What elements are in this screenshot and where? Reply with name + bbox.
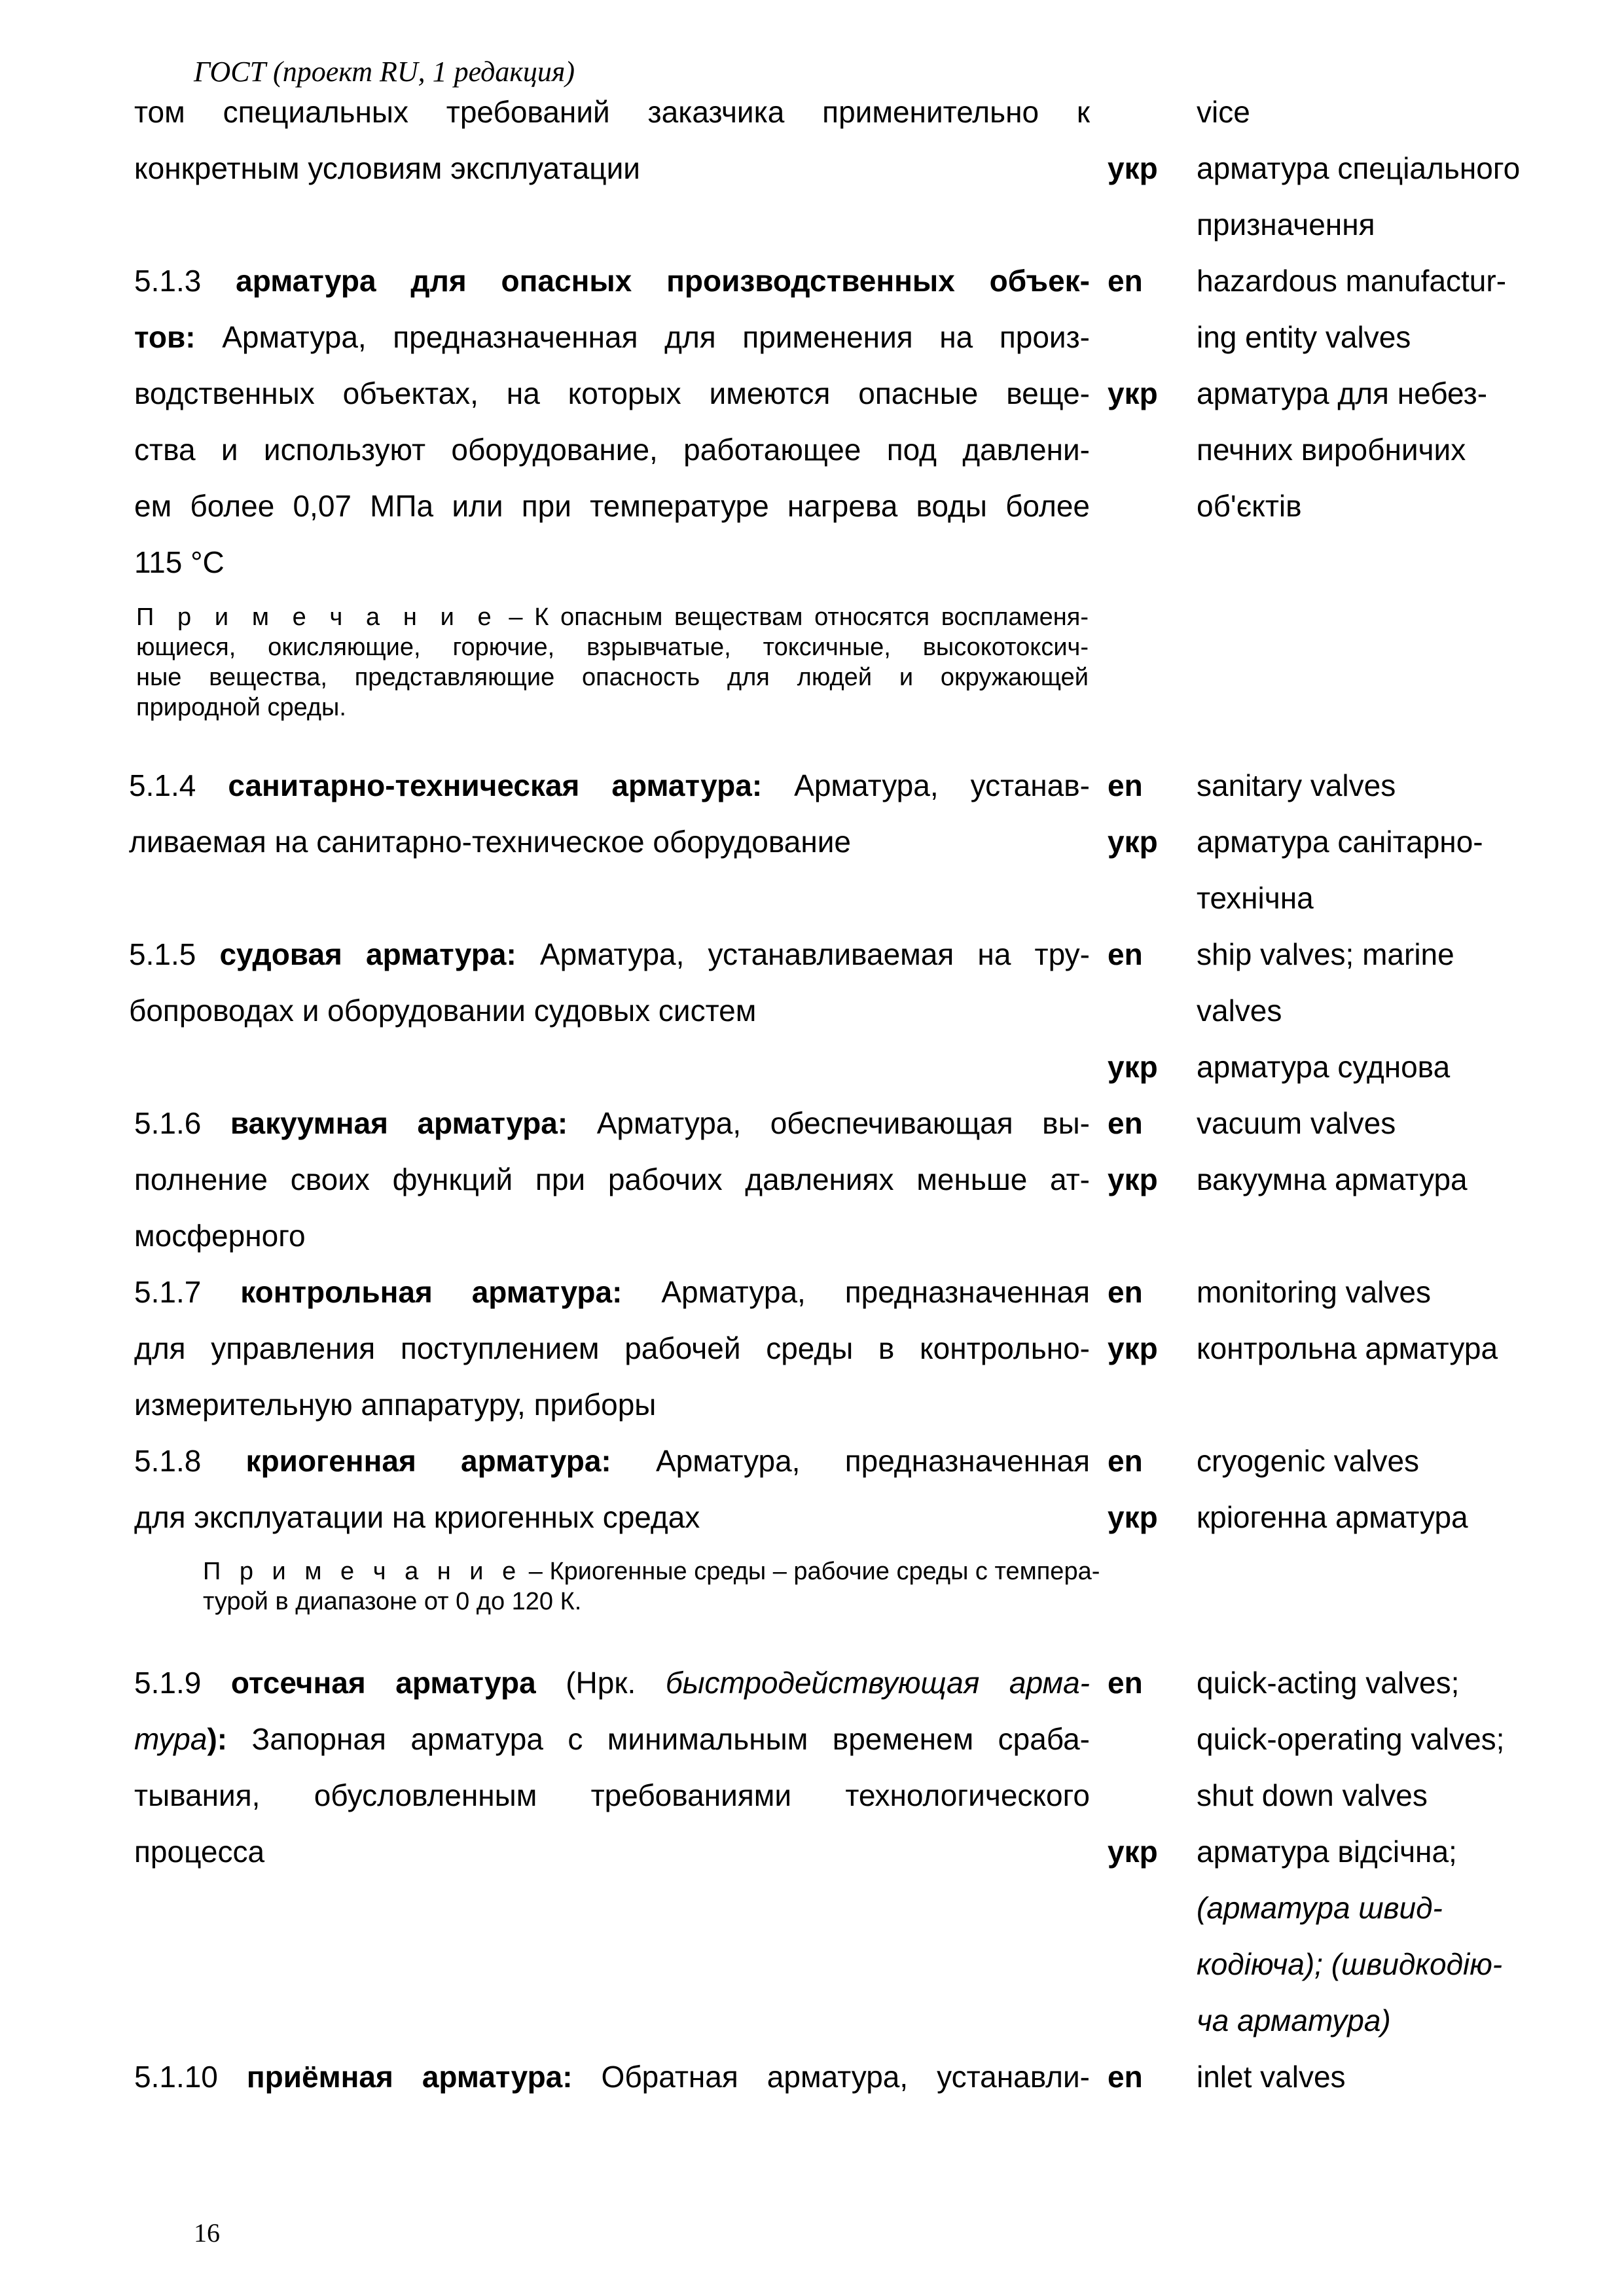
note-line (136, 602, 1089, 632)
lang-label-en: en (1108, 768, 1143, 802)
uk-term: арматура відсічна; (1197, 1835, 1457, 1869)
nrk-prefix: (Нрк. (535, 1666, 666, 1700)
lang-label-uk: укр (1108, 1162, 1158, 1196)
entry-term: судовая арматура: (219, 937, 516, 971)
en-term: quick-operating valves; (1197, 1722, 1505, 1756)
lang-label-en: en (1108, 937, 1143, 971)
definition-line: том специальных требований заказчика применительно к (134, 95, 1090, 129)
uk-term: об'єктів (1197, 489, 1302, 523)
running-header: ГОСТ (проект RU, 1 редакция) (194, 56, 575, 88)
definition-text: Обратная арматура, устанавли- (572, 2060, 1090, 2094)
definition-line: ливаемая на санитарно-техническое оборудование (129, 825, 852, 859)
lang-label-en: en (1108, 1444, 1143, 1478)
lang-label-en: en (1108, 1106, 1143, 1140)
definition-line: бопроводах и оборудовании судовых систем (129, 994, 757, 1028)
note-text: – Криогенные среды – рабочие среды с темпера- (522, 1558, 1100, 1585)
entry-number: 5.1.8 (134, 1444, 246, 1478)
entry-5-1-10-line (134, 2049, 1090, 2105)
entry-5-1-8-line (134, 1433, 1090, 1489)
en-term: monitoring valves (1197, 1275, 1431, 1309)
lang-label-uk: укр (1108, 1331, 1158, 1365)
term-close: ): (207, 1722, 228, 1756)
uk-term: технічна (1197, 881, 1314, 915)
note-label: П р и м е ч а н и е (203, 1558, 522, 1585)
entry-term: вакуумная арматура: (230, 1106, 568, 1140)
entry-term: санитарно-техническая арматура: (228, 768, 763, 802)
uk-term: печних виробничих (1197, 433, 1466, 467)
lang-label-uk: укр (1108, 1835, 1158, 1869)
definition-text: Арматура, устанав- (762, 768, 1090, 802)
uk-term-nonrecommended: ча арматура) (1197, 2003, 1391, 2037)
uk-term: контрольна арматура (1197, 1331, 1498, 1365)
en-term: inlet valves (1197, 2060, 1346, 2094)
uk-term-nonrecommended: (арматура швид- (1197, 1891, 1443, 1925)
entry-number: 5.1.6 (134, 1106, 230, 1140)
definition-line: ства и используют оборудование, работающее под давлени- (134, 433, 1090, 467)
definition-text: Арматура, предназначенная для применения на произ- (195, 320, 1090, 354)
note-line: турой в диапазоне от 0 до 120 К. (203, 1588, 582, 1615)
non-recommended-term: тура (134, 1722, 208, 1756)
uk-term: арматура спеціального (1197, 151, 1521, 185)
definition-line: для управления поступлением рабочей среды в контрольно- (134, 1331, 1090, 1365)
en-term: ing entity valves (1197, 320, 1411, 354)
note-line (203, 1556, 1100, 1587)
entry-5-1-3-line (134, 309, 1090, 365)
lang-label-en: en (1108, 264, 1143, 298)
entry-term: тов: (134, 320, 196, 354)
en-term: ship valves; marine (1197, 937, 1454, 971)
entry-5-1-9-line (134, 1655, 1090, 1711)
entry-number: 5.1.5 (129, 937, 220, 971)
definition-text: Арматура, устанавливаемая на тру- (516, 937, 1090, 971)
definition-line: для эксплуатации на криогенных средах (134, 1500, 700, 1534)
entry-term: криогенная арматура: (245, 1444, 611, 1478)
en-term: sanitary valves (1197, 768, 1396, 802)
note-line: ные вещества, представляющие опасность для людей и окружающей (136, 664, 1089, 691)
entry-number: 5.1.10 (134, 2060, 247, 2094)
lang-label-uk: укр (1108, 1050, 1158, 1084)
entry-5-1-3-line (134, 253, 1090, 309)
lang-label-uk: укр (1108, 1500, 1158, 1534)
lang-label-en: en (1108, 2060, 1143, 2094)
entry-number: 5.1.9 (134, 1666, 231, 1700)
entry-term: отсечная арматура (230, 1666, 536, 1700)
lang-label-uk: укр (1108, 825, 1158, 859)
uk-term: вакуумна арматура (1197, 1162, 1468, 1196)
entry-5-1-7-line (134, 1264, 1090, 1320)
uk-term: арматура санітарно- (1197, 825, 1483, 859)
note-text: – К опасным веществам относятся воспламеня- (497, 603, 1089, 631)
definition-line: тывания, обусловленным требованиями технологического (134, 1778, 1090, 1812)
uk-term: арматура для небез- (1197, 376, 1488, 410)
en-term: vacuum valves (1197, 1106, 1396, 1140)
en-term: cryogenic valves (1197, 1444, 1420, 1478)
entry-number: 5.1.3 (134, 264, 236, 298)
definition-line: мосферного (134, 1219, 306, 1253)
entry-5-1-6-line (134, 1095, 1090, 1151)
entry-5-1-4-line (129, 757, 1090, 814)
definition-line: процесса (134, 1835, 265, 1869)
definition-line: полнение своих функций при рабочих давлениях меньше ат- (134, 1162, 1090, 1196)
entry-number: 5.1.4 (129, 768, 228, 802)
lang-label-en: en (1108, 1666, 1143, 1700)
non-recommended-term: быстродействующая арма- (665, 1666, 1090, 1700)
entry-5-1-9-line (134, 1711, 1090, 1767)
definition-line: водственных объектах, на которых имеются опасные веще- (134, 376, 1090, 410)
definition-line: 115 °С (134, 545, 225, 579)
definition-text: Арматура, предназначенная (611, 1444, 1090, 1478)
uk-term: арматура суднова (1197, 1050, 1451, 1084)
page-number: 16 (194, 2218, 220, 2248)
entry-number: 5.1.7 (134, 1275, 241, 1309)
definition-text: Запорная арматура с минимальным временем сраба- (227, 1722, 1090, 1756)
entry-5-1-5-line (129, 926, 1090, 982)
definition-text: Арматура, предназначенная (622, 1275, 1090, 1309)
en-term: valves (1197, 994, 1282, 1028)
definition-line: ем более 0,07 МПа или при температуре нагрева воды более (134, 489, 1090, 523)
entry-term: приёмная арматура: (246, 2060, 573, 2094)
entry-term: контрольная арматура: (240, 1275, 623, 1309)
en-term: quick-acting valves; (1197, 1666, 1460, 1700)
definition-text: Арматура, обеспечивающая вы- (568, 1106, 1090, 1140)
note-line: ющиеся, окисляющие, горючие, взрывчатые, токсичные, высокотоксич- (136, 634, 1089, 661)
note-line: природной среды. (136, 694, 346, 721)
entry-term: арматура для опасных производственных объек- (236, 264, 1091, 298)
uk-term-nonrecommended: кодіюча); (швидкодію- (1197, 1947, 1503, 1981)
definition-line: измерительную аппаратуру, приборы (134, 1388, 657, 1422)
lang-label-uk: укр (1108, 151, 1158, 185)
en-term: hazardous manufactur- (1197, 264, 1507, 298)
lang-label-uk: укр (1108, 376, 1158, 410)
lang-label-en: en (1108, 1275, 1143, 1309)
en-term: shut down valves (1197, 1778, 1428, 1812)
en-term: vice (1197, 95, 1250, 129)
uk-term: кріогенна арматура (1197, 1500, 1468, 1534)
definition-line: конкретным условиям эксплуатации (134, 151, 640, 185)
note-label: П р и м е ч а н и е (136, 603, 497, 631)
uk-term: призначення (1197, 207, 1375, 242)
